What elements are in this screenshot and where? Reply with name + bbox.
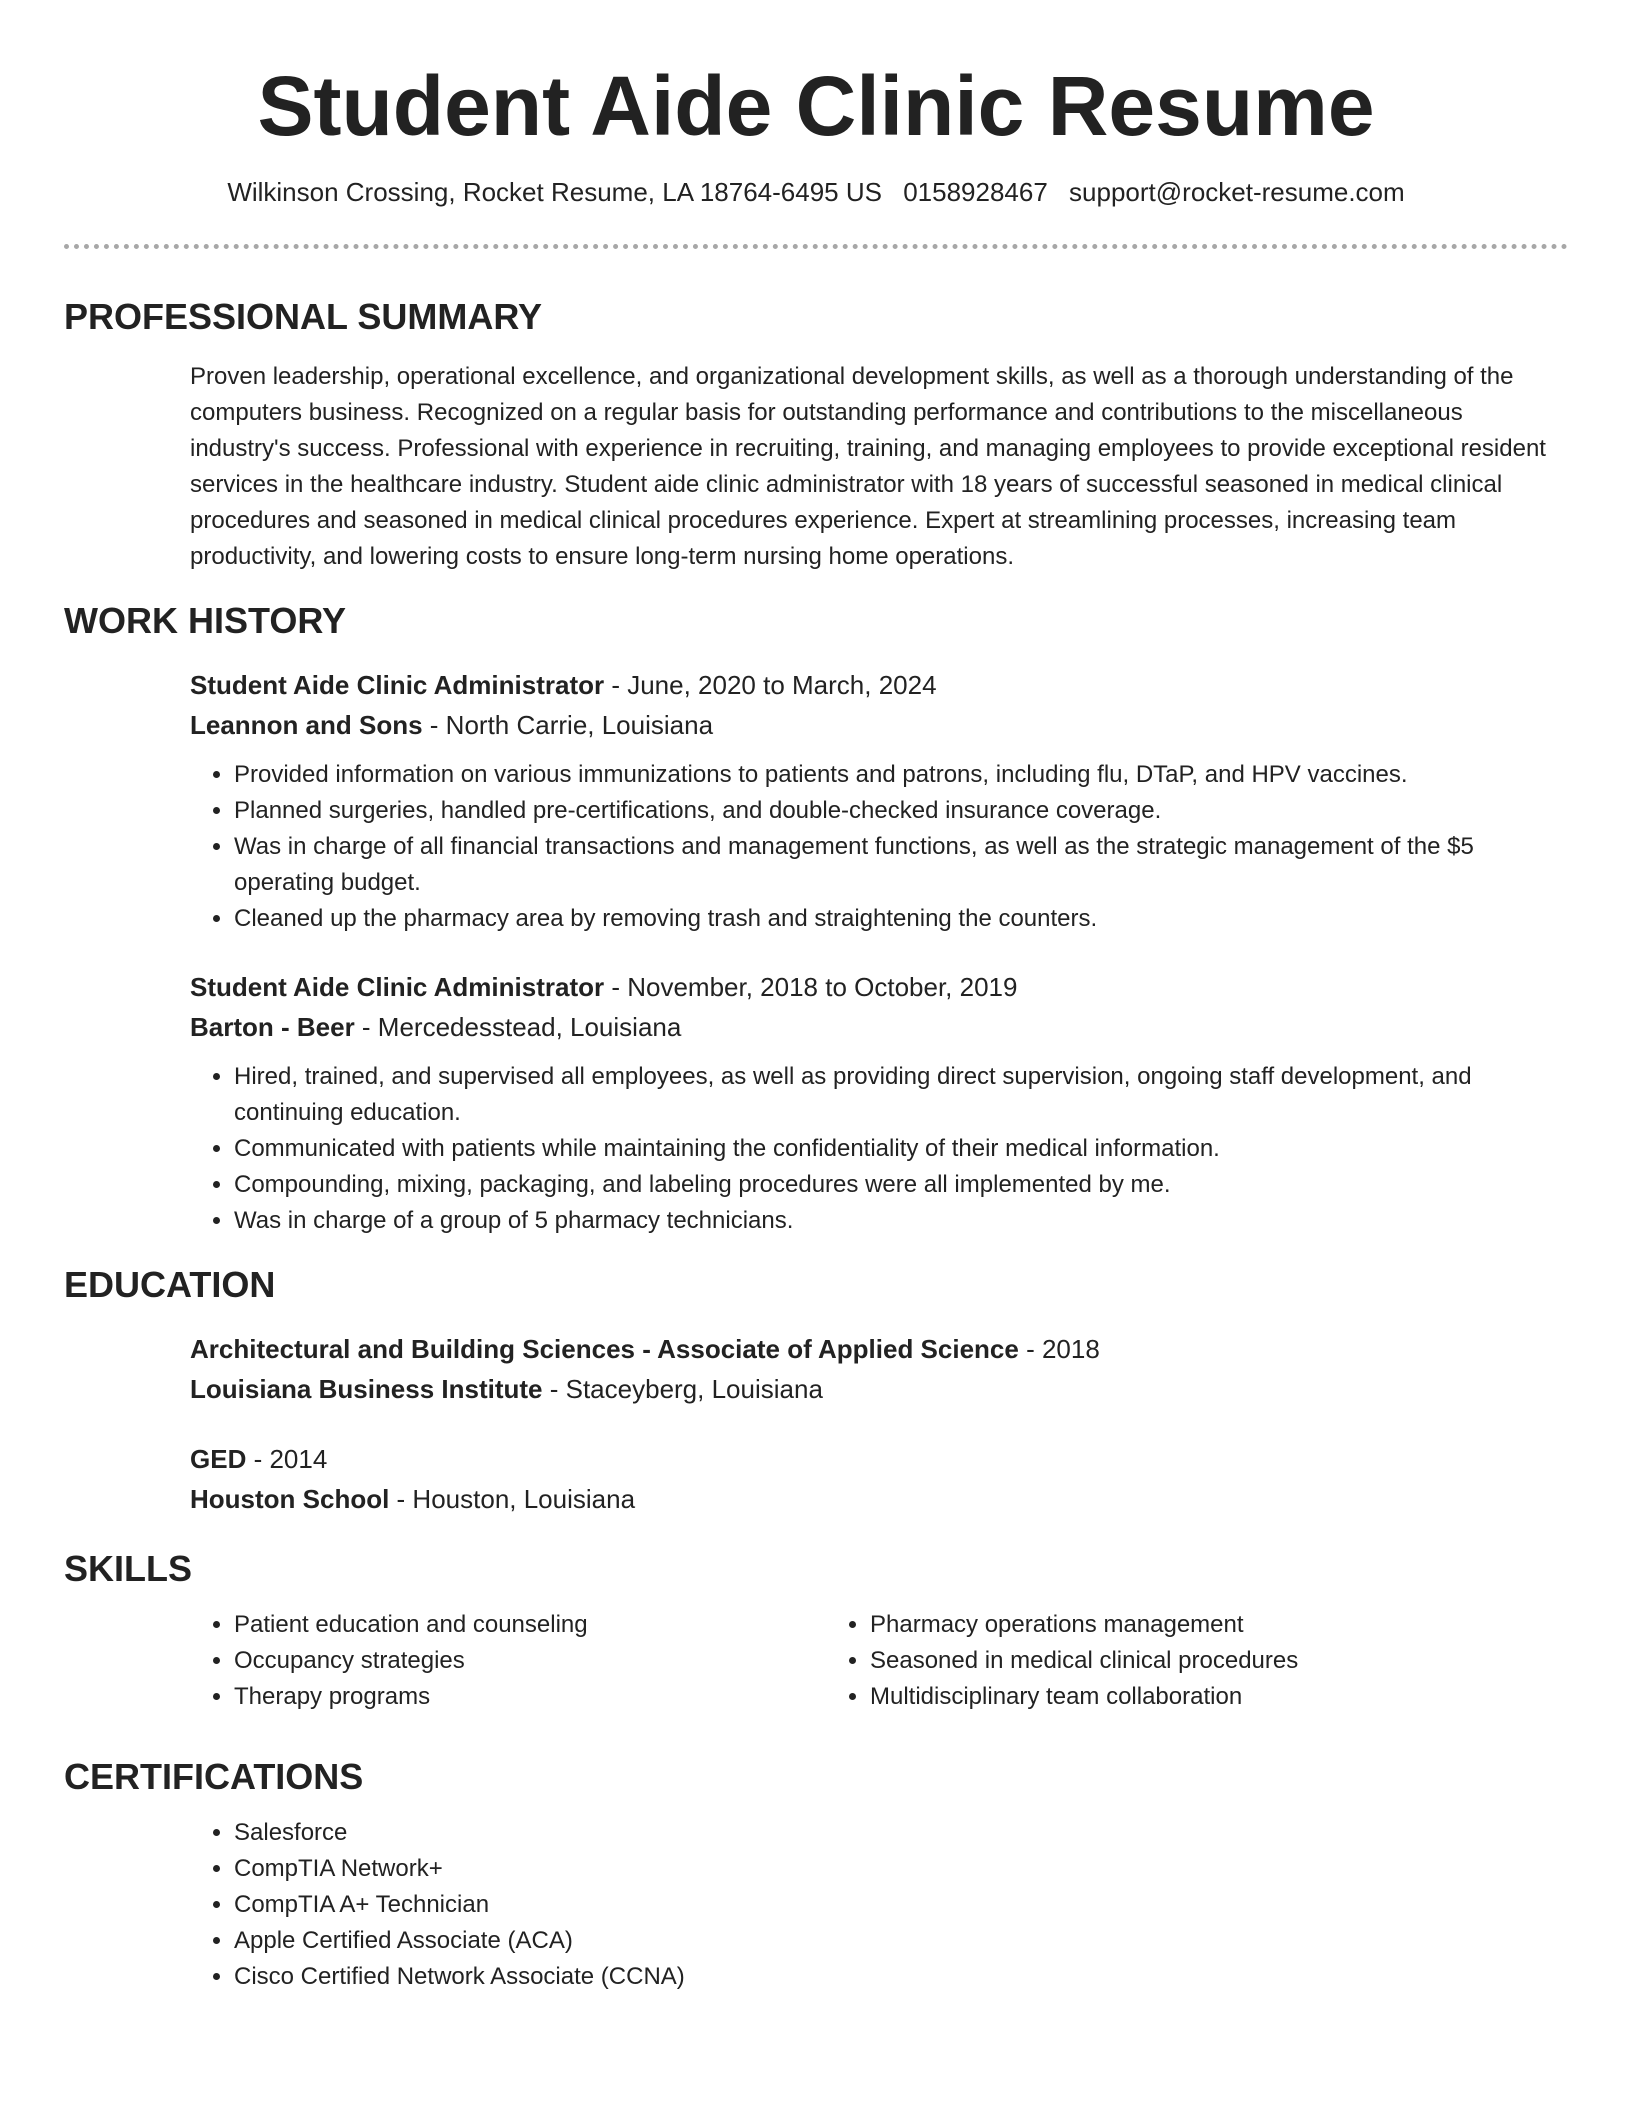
contact-address: Wilkinson Crossing, Rocket Resume, LA 18764-6495 US <box>227 177 882 207</box>
job-company: Leannon and Sons <box>190 710 423 740</box>
header-divider <box>64 244 1568 249</box>
job-entry <box>190 665 1568 937</box>
skills-section <box>64 1547 1568 1715</box>
school-line <box>190 1369 1568 1409</box>
skills-grid <box>190 1607 1568 1715</box>
contact-line <box>64 174 1568 210</box>
resume-header <box>64 0 1568 210</box>
list-item: • Cisco Certified Network Associate (CCNA) <box>234 1959 1568 1995</box>
summary-text: Proven leadership, operational excellence, and organizational development skills, as well as a thorough understanding of the computers business. Recognized on a regular basis for outstanding performance and contributions to the miscellaneous industry's success. Professional with experience in recruiting, training, and managing employees to provide exceptional resident services in the healthcare industry. Student aide clinic administrator with 18 years of successful seasoned in medical clinical procedures and seasoned in medical clinical procedures experience. Expert at streamlining processes, increasing team productivity, and lowering costs to ensure long-term nursing home operations. <box>190 363 1546 570</box>
degree-name: Architectural and Building Sciences - Associate of Applied Science <box>190 1334 1019 1364</box>
list-item: • Hired, trained, and supervised all employees, as well as providing direct supervision, ongoing staff development, and continuing education. <box>234 1059 1568 1131</box>
degree-line <box>190 1329 1568 1369</box>
certifications-section <box>64 1755 1568 1995</box>
list-item: • Apple Certified Associate (ACA) <box>234 1923 1568 1959</box>
list-item: • Pharmacy operations management <box>870 1607 1462 1643</box>
list-item: • Provided information on various immunizations to patients and patrons, including flu, DTaP, and HPV vaccines. <box>234 757 1568 793</box>
job-title: Student Aide Clinic Administrator <box>190 670 605 700</box>
education-entry <box>190 1329 1568 1409</box>
skills-heading: SKILLS <box>64 1548 193 1589</box>
job-duties-list <box>190 757 1568 937</box>
list-item: • Therapy programs <box>234 1679 826 1715</box>
job-dates: - June, 2020 to March, 2024 <box>604 670 937 700</box>
work-history-heading: WORK HISTORY <box>64 600 347 641</box>
list-item: • CompTIA Network+ <box>234 1851 1568 1887</box>
list-item: • Salesforce <box>234 1815 1568 1851</box>
certifications-list <box>190 1815 1568 1995</box>
school-name: Houston School <box>190 1484 390 1514</box>
school-location: - Houston, Louisiana <box>389 1484 636 1514</box>
list-item: • Compounding, mixing, packaging, and labeling procedures were all implemented by me. <box>234 1167 1568 1203</box>
list-item: • Multidisciplinary team collaboration <box>870 1679 1462 1715</box>
job-company: Barton - Beer <box>190 1012 355 1042</box>
list-item: • Was in charge of a group of 5 pharmacy technicians. <box>234 1203 1568 1239</box>
job-entry <box>190 967 1568 1239</box>
contact-email: support@rocket-resume.com <box>1069 177 1405 207</box>
list-item: • Seasoned in medical clinical procedures <box>870 1643 1462 1679</box>
summary-section <box>64 295 1568 575</box>
resume-title: Student Aide Clinic Resume <box>257 59 1375 153</box>
work-history-section <box>64 599 1568 1239</box>
list-item: • Communicated with patients while maintaining the confidentiality of their medical information. <box>234 1131 1568 1167</box>
skills-list-left <box>190 1607 826 1715</box>
degree-line <box>190 1439 1568 1479</box>
job-company-line <box>190 1007 1568 1047</box>
school-line <box>190 1479 1568 1519</box>
certifications-list-wrap <box>190 1815 1568 1995</box>
school-location: - Staceyberg, Louisiana <box>542 1374 823 1404</box>
list-item: • Cleaned up the pharmacy area by removing trash and straightening the counters. <box>234 901 1568 937</box>
skills-list-right <box>826 1607 1462 1715</box>
education-section <box>64 1263 1568 1519</box>
degree-year: - 2018 <box>1018 1334 1100 1364</box>
job-duties-list <box>190 1059 1568 1239</box>
summary-heading: PROFESSIONAL SUMMARY <box>64 296 543 337</box>
list-item: • Occupancy strategies <box>234 1643 826 1679</box>
list-item: • CompTIA A+ Technician <box>234 1887 1568 1923</box>
degree-name: GED <box>190 1444 247 1474</box>
job-title: Student Aide Clinic Administrator <box>190 972 605 1002</box>
school-name: Louisiana Business Institute <box>190 1374 543 1404</box>
list-item: • Patient education and counseling <box>234 1607 826 1643</box>
job-location: - Mercedesstead, Louisiana <box>354 1012 682 1042</box>
job-dates: - November, 2018 to October, 2019 <box>604 972 1018 1002</box>
degree-year: - 2014 <box>246 1444 328 1474</box>
education-heading: EDUCATION <box>64 1264 276 1305</box>
education-entry <box>190 1439 1568 1519</box>
list-item: • Was in charge of all financial transactions and management functions, as well as the strategic management of the $5 operating budget. <box>234 829 1568 901</box>
contact-phone: 0158928467 <box>903 177 1048 207</box>
job-title-line <box>190 967 1568 1007</box>
job-location: - North Carrie, Louisiana <box>422 710 714 740</box>
job-title-line <box>190 665 1568 705</box>
certifications-heading: CERTIFICATIONS <box>64 1756 364 1797</box>
job-company-line <box>190 705 1568 745</box>
list-item: • Planned surgeries, handled pre-certifications, and double-checked insurance coverage. <box>234 793 1568 829</box>
